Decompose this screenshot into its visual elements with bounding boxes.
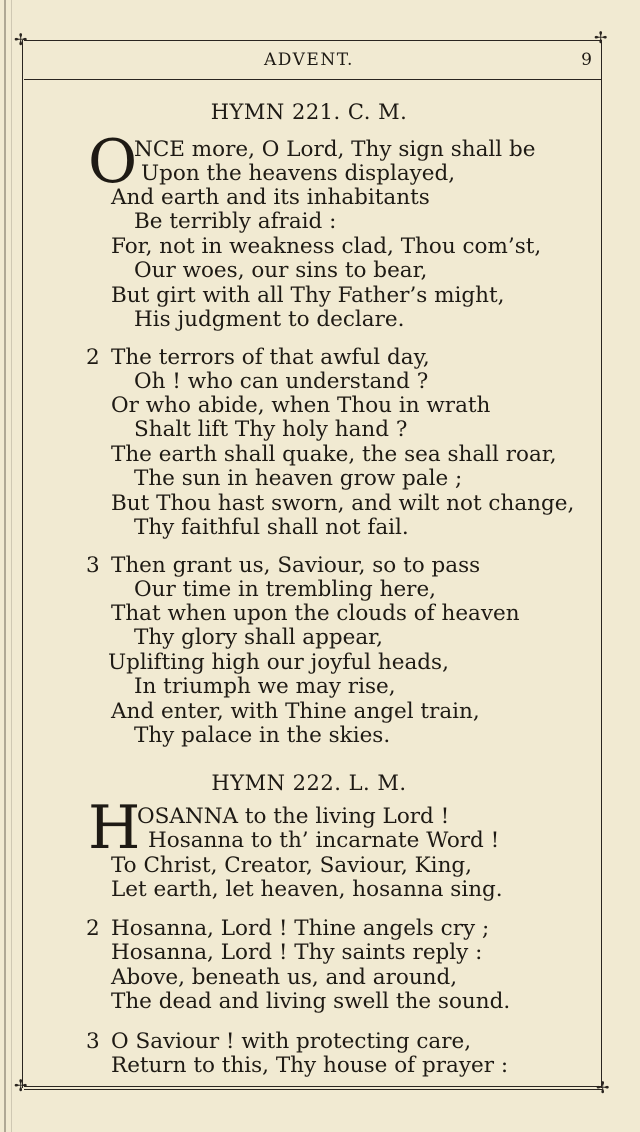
hymn-line: Our woes, our sins to bear, xyxy=(134,258,428,283)
hymn-line: Then grant us, Saviour, so to pass xyxy=(111,553,481,578)
hymn-title: HYMN 222. L. M. xyxy=(211,771,407,795)
corner-ornament-icon: ✢ xyxy=(594,28,608,47)
hymn-line: Above, beneath us, and around, xyxy=(111,965,458,990)
hymn-line: O Saviour ! with protecting care, xyxy=(111,1029,472,1054)
binding-edge-inner xyxy=(11,0,12,1132)
bottom-rule xyxy=(24,1086,602,1087)
corner-ornament-icon: ✢ xyxy=(596,1078,610,1097)
right-rule xyxy=(601,40,602,1088)
hymn-line: But girt with all Thy Father’s might, xyxy=(111,283,505,308)
drop-capital: O xyxy=(88,127,138,197)
hymn-line: Thy palace in the skies. xyxy=(134,723,391,748)
hymn-line: And earth and its inhabitants xyxy=(111,185,430,210)
stanza-number: 3 xyxy=(86,1029,100,1054)
header-rule xyxy=(24,79,602,80)
page-number: 9 xyxy=(581,50,592,70)
hymn-line: Thy glory shall appear, xyxy=(134,625,383,650)
hymn-line: His judgment to declare. xyxy=(134,307,405,332)
hymn-line: Our time in trembling here, xyxy=(134,577,436,602)
corner-ornament-icon: ✢ xyxy=(14,30,28,49)
stanza-number: 2 xyxy=(86,345,100,370)
hymn-line: NCE more, O Lord, Thy sign shall be xyxy=(134,137,536,162)
hymn-line: The sun in heaven grow pale ; xyxy=(134,466,463,491)
drop-capital: H xyxy=(88,793,141,863)
hymn-line: Uplifting high our joyful heads, xyxy=(108,650,449,675)
hymn-line: Let earth, let heaven, hosanna sing. xyxy=(111,877,503,902)
hymn-line: To Christ, Creator, Saviour, King, xyxy=(111,853,473,878)
hymn-line: The dead and living swell the sound. xyxy=(111,989,511,1014)
bottom-rule-double xyxy=(24,1089,602,1090)
hymn-line: In triumph we may rise, xyxy=(134,674,396,699)
hymn-line: But Thou hast sworn, and wilt not change, xyxy=(111,491,575,516)
hymn-title: HYMN 221. C. M. xyxy=(210,100,408,124)
corner-ornament-icon: ✢ xyxy=(14,1076,28,1095)
stanza-number: 3 xyxy=(86,553,100,578)
hymn-line: Hosanna, Lord ! Thine angels cry ; xyxy=(111,916,490,941)
left-rule xyxy=(22,40,23,1088)
running-title: ADVENT. xyxy=(264,50,354,70)
hymn-line: Upon the heavens displayed, xyxy=(141,161,456,186)
hymn-line: The earth shall quake, the sea shall roar, xyxy=(111,442,557,467)
hymn-line: Hosanna, Lord ! Thy saints reply : xyxy=(111,940,483,965)
hymn-line: That when upon the clouds of heaven xyxy=(111,601,520,626)
hymn-line: And enter, with Thine angel train, xyxy=(111,699,480,724)
hymn-line: Return to this, Thy house of prayer : xyxy=(111,1053,509,1078)
hymn-line: Or who abide, when Thou in wrath xyxy=(111,393,491,418)
hymn-line: For, not in weakness clad, Thou com’st, xyxy=(111,234,542,259)
hymn-line: The terrors of that awful day, xyxy=(111,345,430,370)
hymn-line: Hosanna to th’ incarnate Word ! xyxy=(148,828,500,853)
hymn-line: Thy faithful shall not fail. xyxy=(134,515,409,540)
hymn-line: OSANNA to the living Lord ! xyxy=(137,804,450,829)
top-rule xyxy=(24,40,602,41)
binding-edge xyxy=(4,0,6,1132)
hymn-line: Be terribly afraid : xyxy=(134,209,337,234)
stanza-number: 2 xyxy=(86,916,100,941)
hymn-line: Shalt lift Thy holy hand ? xyxy=(134,417,408,442)
hymn-line: Oh ! who can understand ? xyxy=(134,369,429,394)
